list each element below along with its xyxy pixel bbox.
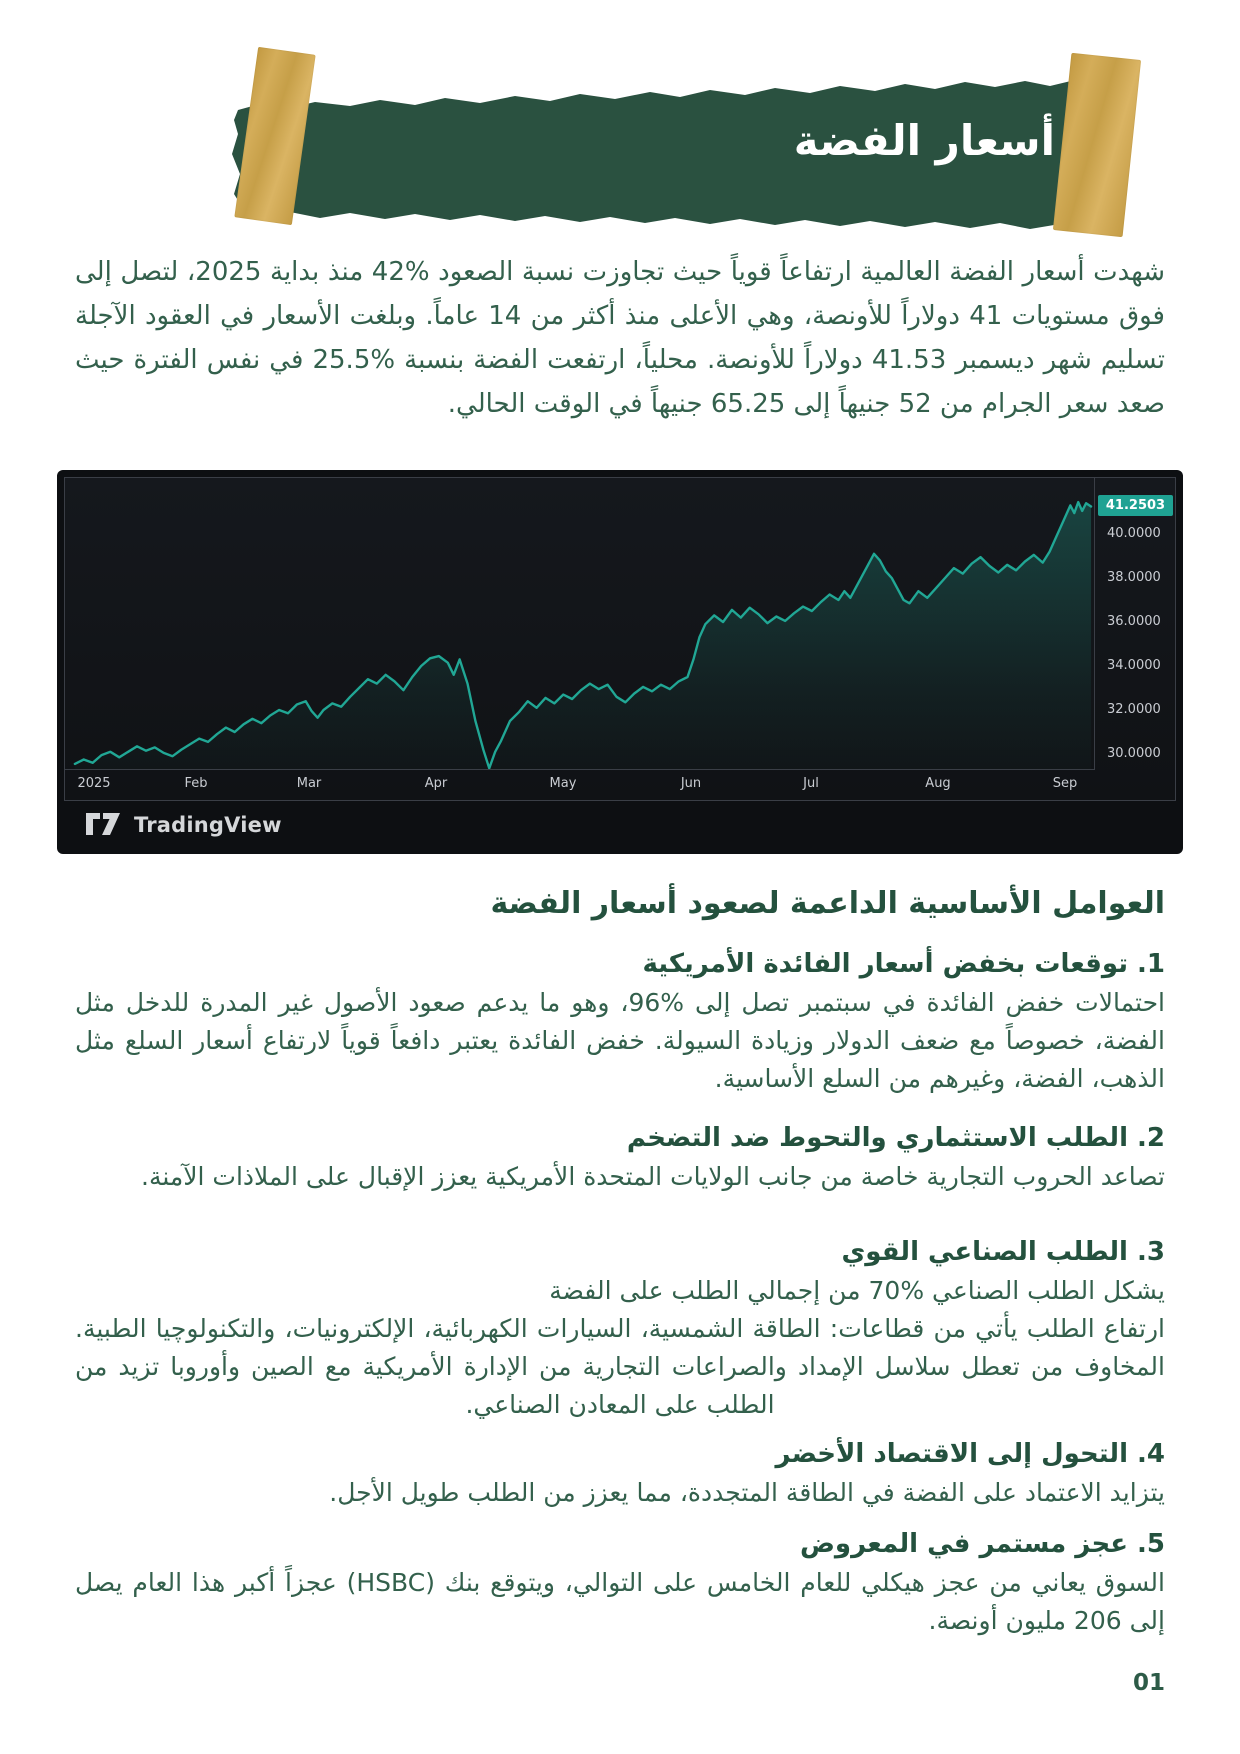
- time-axis[interactable]: [65, 769, 1095, 800]
- intro-paragraph: شهدت أسعار الفضة العالمية ارتفاعاً قوياً حيث تجاوزت نسبة الصعود %42 منذ بداية 2025، لتصل إلى فوق مستويات 41 دولاراً للأونصة، وهي الأعلى منذ أكثر من 14 عاماً. وبلغت الأسعار في العقود الآجلة تسليم شهر ديسمبر 41.53 دولاراً للأونصة. محلياً، ارتفعت الفضة بنسبة %25.5 في نفس الفترة حيث صعد سعر الجرام من 52 جنيهاً إلى 65.25 جنيهاً في الوقت الحالي.: [75, 257, 1166, 419]
- tradingview-chart[interactable]: [57, 470, 1183, 854]
- price-scale[interactable]: [1094, 478, 1175, 770]
- time-tick-Mar: Mar: [296, 776, 322, 791]
- factor-2-heading: 2. الطلب الاستثماري والتحوط ضد التضخم: [626, 1123, 1165, 1153]
- tradingview-logo-text: TradingView: [134, 812, 282, 837]
- factor-1: [75, 946, 1165, 1098]
- price-tick-36: 36.0000: [1107, 614, 1161, 629]
- price-line-plot: [65, 478, 1095, 770]
- price-tick-40: 40.0000: [1107, 526, 1161, 541]
- factor-5-heading: 5. عجز مستمر في المعروض: [799, 1529, 1165, 1559]
- factor-2: [75, 1120, 1165, 1196]
- factor-5: [75, 1526, 1165, 1640]
- page-title: أسعار الفضة: [793, 116, 1055, 165]
- time-tick-Aug: Aug: [925, 776, 951, 791]
- time-tick-May: May: [549, 776, 577, 791]
- price-tick-32: 32.0000: [1107, 702, 1161, 717]
- factor-3-text-2: ارتفاع الطلب يأتي من قطاعات: الطاقة الشمسية، السيارات الكهربائية، الإلكترونيات، والتكنولوچيا الطبية. المخاوف من تعطل سلاسل الإمداد والصراعات التجارية من الإدارة الأمريكية مع الصين وأوروبا تزيد من الطلب على المعادن الصناعي.: [75, 1314, 1165, 1419]
- time-tick-Feb: Feb: [184, 776, 208, 791]
- factor-4-text: يتزايد الاعتماد على الفضة في الطاقة المتجددة، مما يعزز من الطلب طويل الأجل.: [329, 1478, 1165, 1507]
- factor-1-text: احتمالات خفض الفائدة في سبتمبر تصل إلى %96، وهو ما يدعم صعود الأصول غير المدرة للدخل مثل الفضة، خصوصاً مع ضعف الدولار وزيادة السيولة. خفض الفائدة يعتبر دافعاً قوياً لارتفاع أسعار السلع مثل الذهب، الفضة، وغيرهم من السلع الأساسية.: [75, 988, 1165, 1093]
- factor-1-heading: 1. توقعات بخفض أسعار الفائدة الأمريكية: [642, 949, 1165, 979]
- price-tick-30: 30.0000: [1107, 746, 1161, 761]
- last-price-label: 41.2503: [1098, 495, 1173, 516]
- price-tick-38: 38.0000: [1107, 570, 1161, 585]
- price-tick-34: 34.0000: [1107, 658, 1161, 673]
- area-fill: [75, 502, 1091, 770]
- time-tick-2025: 2025: [77, 776, 111, 791]
- factor-3-text-1: يشكل الطلب الصناعي %70 من إجمالي الطلب على الفضة: [549, 1276, 1165, 1305]
- time-tick-Sep: Sep: [1052, 776, 1078, 791]
- factor-3: [75, 1234, 1165, 1424]
- chart-pane[interactable]: [64, 477, 1176, 801]
- page-number: 01: [1132, 1670, 1165, 1696]
- factor-4-heading: 4. التحول إلى الاقتصاد الأخضر: [775, 1439, 1165, 1469]
- time-tick-Apr: Apr: [424, 776, 448, 791]
- time-tick-Jul: Jul: [803, 776, 819, 791]
- factor-2-text: تصاعد الحروب التجارية خاصة من جانب الولايات المتحدة الأمريكية يعزز الإقبال على الملاذات الآمنة.: [141, 1162, 1165, 1191]
- factors-heading: العوامل الأساسية الداعمة لصعود أسعار الفضة: [490, 886, 1165, 921]
- factor-5-text: السوق يعاني من عجز هيكلي للعام الخامس على التوالي، ويتوقع بنك (HSBC) عجزاً أكبر هذا العام يصل إلى 206 مليون أونصة.: [75, 1568, 1165, 1635]
- time-tick-Jun: Jun: [680, 776, 702, 791]
- tradingview-watermark[interactable]: [64, 801, 1176, 848]
- factor-4: [75, 1436, 1165, 1512]
- factor-3-heading: 3. الطلب الصناعي القوي: [841, 1237, 1165, 1267]
- tradingview-logo-icon: [86, 813, 122, 837]
